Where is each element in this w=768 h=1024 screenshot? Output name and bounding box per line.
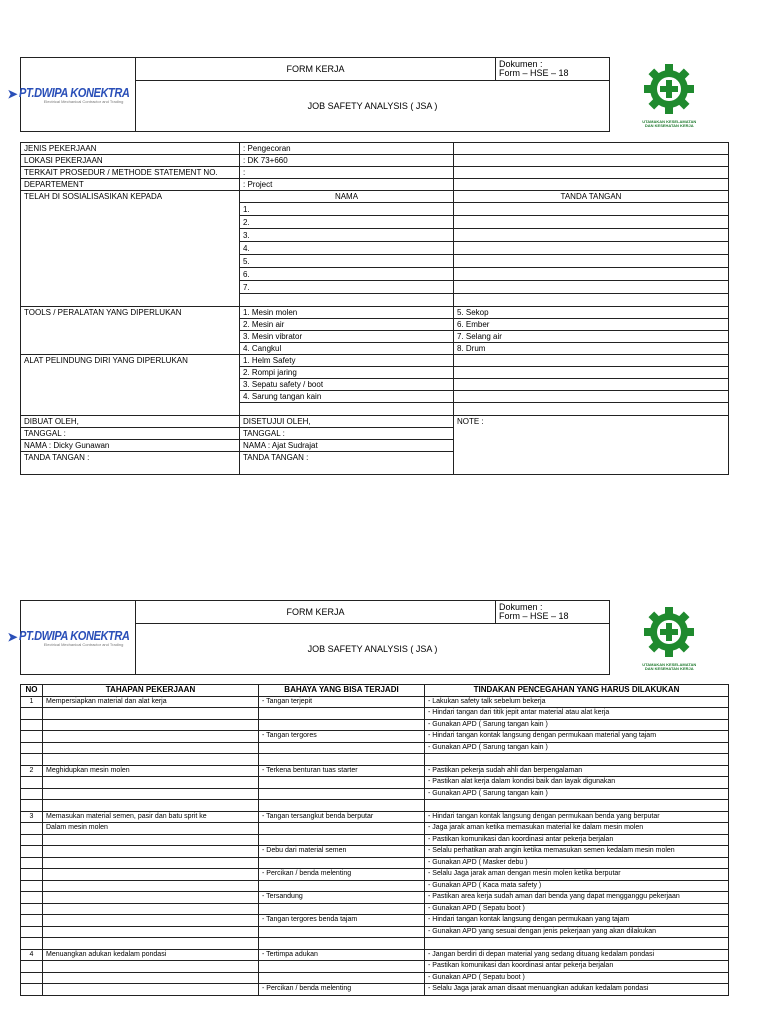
dokumen-label: Dokumen :	[499, 59, 543, 69]
step-tahapan	[43, 742, 259, 754]
step-tahapan	[43, 869, 259, 881]
step-no	[21, 731, 43, 743]
table-row	[21, 708, 729, 720]
step-no	[21, 869, 43, 881]
k3-gear-icon	[641, 61, 697, 117]
step-tahapan	[43, 754, 259, 766]
dibuat-label: DIBUAT OLEH,	[21, 416, 240, 428]
step-tahapan	[43, 961, 259, 973]
step-tindakan: - Lakukan safety talk sebelum bekerja	[425, 696, 729, 708]
name-row: 6.	[240, 268, 454, 281]
name-row: 7.	[240, 281, 454, 294]
step-no	[21, 800, 43, 812]
col-header-bahaya: BAHAYA YANG BISA TERJADI	[259, 685, 425, 697]
tool-item: 3. Mesin vibrator	[240, 331, 454, 343]
table-row	[21, 719, 729, 731]
step-tindakan: - Selalu Jaga jarak aman disaat menuangkan adukan kedalam pondasi	[425, 984, 729, 996]
step-no	[21, 719, 43, 731]
table-row	[21, 696, 729, 708]
k3-caption-2: DAN KESEHATAN KERJA	[644, 123, 694, 128]
logo-arrow-icon: ➤	[7, 630, 18, 644]
step-tahapan	[43, 846, 259, 858]
dept-label: DEPARTEMENT	[21, 179, 240, 191]
table-row	[21, 949, 729, 961]
table-row	[21, 926, 729, 938]
step-bahaya: - Tangan terjepit	[259, 696, 425, 708]
table-row	[21, 892, 729, 904]
step-tahapan	[43, 984, 259, 996]
step-no	[21, 961, 43, 973]
nama-left: NAMA : Dicky Gunawan	[21, 440, 240, 452]
step-no: 1	[21, 696, 43, 708]
step-no: 4	[21, 949, 43, 961]
tool-item: 5. Sekop	[454, 307, 729, 319]
col-header-tindakan: TINDAKAN PENCEGAHAN YANG HARUS DILAKUKAN	[425, 685, 729, 697]
step-tindakan: - Pastikan komunikasi dan koordinasi antar pekerja berjalan	[425, 834, 729, 846]
step-tindakan: - Pastikan area kerja sudah aman dari benda yang dapat mengganggu pekerjaan	[425, 892, 729, 904]
lokasi-value: : DK 73+660	[240, 155, 454, 167]
step-tindakan: - Hindari tangan dari titik jepit antar material atau alat kerja	[425, 708, 729, 720]
k3-caption-2: DAN KESEHATAN KERJA	[644, 666, 694, 671]
step-no	[21, 846, 43, 858]
step-tahapan	[43, 800, 259, 812]
step-tindakan	[425, 938, 729, 950]
table-row	[21, 765, 729, 777]
nama-header: NAMA	[240, 191, 454, 203]
k3-logo	[610, 601, 729, 675]
step-tahapan	[43, 731, 259, 743]
step-tindakan: - Gunakan APD ( Sarung tangan kain )	[425, 719, 729, 731]
tanggal-left: TANGGAL :	[21, 428, 240, 440]
step-bahaya	[259, 800, 425, 812]
dokumen-value: Form – HSE – 18	[499, 68, 569, 78]
step-tindakan: - Pastikan alat kerja dalam kondisi baik dan layak digunakan	[425, 777, 729, 789]
company-logo	[7, 58, 136, 132]
step-tahapan	[43, 972, 259, 984]
step-bahaya: - Tersandung	[259, 892, 425, 904]
name-row: 2.	[240, 216, 454, 229]
job-info-table	[20, 142, 729, 475]
step-no	[21, 754, 43, 766]
step-bahaya	[259, 777, 425, 789]
document-number	[496, 58, 610, 81]
jenis-label: JENIS PEKERJAAN	[21, 143, 240, 155]
company-name: PT.DWIPA KONEKTRA	[18, 627, 130, 643]
step-bahaya	[259, 926, 425, 938]
table-row	[21, 800, 729, 812]
k3-caption-1: UTAMAKAN KESELAMATAN	[642, 662, 697, 667]
step-no: 3	[21, 811, 43, 823]
step-tahapan: Dalam mesin molen	[43, 823, 259, 835]
step-tahapan	[43, 719, 259, 731]
step-no	[21, 892, 43, 904]
step-tindakan: - Selalu perhatikan arah angin ketika memasukan semen kedalam mesin molen	[425, 846, 729, 858]
step-bahaya	[259, 972, 425, 984]
step-tindakan: - Pastikan pekerja sudah ahli dan berpengalaman	[425, 765, 729, 777]
step-tahapan	[43, 892, 259, 904]
table-row	[21, 857, 729, 869]
step-no	[21, 903, 43, 915]
table-row	[21, 811, 729, 823]
k3-logo	[610, 58, 729, 132]
company-logo	[7, 601, 136, 675]
step-bahaya	[259, 708, 425, 720]
step-no	[21, 926, 43, 938]
step-bahaya: - Tangan tergores benda tajam	[259, 915, 425, 927]
step-tindakan	[425, 754, 729, 766]
tool-item: 8. Drum	[454, 343, 729, 355]
table-row	[21, 869, 729, 881]
step-tindakan: - Hindari tangan kontak langsung dengan permukaan yang tajam	[425, 915, 729, 927]
table-row	[21, 731, 729, 743]
sosialisasi-label: TELAH DI SOSIALISASIKAN KEPADA	[21, 191, 240, 307]
tool-item: 6. Ember	[454, 319, 729, 331]
step-tindakan: - Jangan berdiri di depan material yang sedang dituang kedalam pondasi	[425, 949, 729, 961]
step-bahaya	[259, 880, 425, 892]
form-label: FORM KERJA	[136, 58, 496, 81]
table-row	[21, 823, 729, 835]
table-row	[21, 915, 729, 927]
dokumen-value: Form – HSE – 18	[499, 611, 569, 621]
jsa-steps-body	[21, 696, 729, 995]
lokasi-label: LOKASI PEKERJAAN	[21, 155, 240, 167]
table-row	[21, 984, 729, 996]
step-no	[21, 880, 43, 892]
ttd-header: TANDA TANGAN	[454, 191, 729, 203]
table-row	[21, 938, 729, 950]
table-row	[21, 788, 729, 800]
apd-item: 1. Helm Safety	[240, 355, 454, 367]
step-bahaya	[259, 823, 425, 835]
step-no	[21, 742, 43, 754]
company-name: PT.DWIPA KONEKTRA	[18, 84, 130, 100]
step-tindakan: - Gunakan APD ( Sepatu boot )	[425, 903, 729, 915]
step-tindakan: - Pastikan komunikasi dan koordinasi antar pekerja berjalan	[425, 961, 729, 973]
ttd-right: TANDA TANGAN :	[240, 452, 454, 475]
step-bahaya	[259, 857, 425, 869]
step-tindakan: - Gunakan APD ( Masker debu )	[425, 857, 729, 869]
step-bahaya: - Tangan tergores	[259, 731, 425, 743]
step-tahapan	[43, 777, 259, 789]
prosedur-label: TERKAIT PROSEDUR / METHODE STATEMENT NO.	[21, 167, 240, 179]
step-bahaya	[259, 903, 425, 915]
step-no	[21, 984, 43, 996]
step-tindakan: - Gunakan APD ( Sarung tangan kain )	[425, 742, 729, 754]
step-tindakan: - Gunakan APD yang sesuai dengan jenis pekerjaan yang akan dilakukan	[425, 926, 729, 938]
step-tahapan	[43, 834, 259, 846]
apd-label: ALAT PELINDUNG DIRI YANG DIPERLUKAN	[21, 355, 240, 416]
step-no: 2	[21, 765, 43, 777]
logo-arrow-icon: ➤	[7, 87, 18, 101]
document-title: JOB SAFETY ANALYSIS ( JSA )	[136, 81, 610, 132]
apd-item: 2. Rompi jaring	[240, 367, 454, 379]
step-bahaya	[259, 788, 425, 800]
step-no	[21, 938, 43, 950]
step-tindakan: - Selalu Jaga jarak aman dengan mesin molen ketika berputar	[425, 869, 729, 881]
tanggal-right: TANGGAL :	[240, 428, 454, 440]
step-tahapan	[43, 915, 259, 927]
step-bahaya	[259, 961, 425, 973]
step-tahapan: Mempersiapkan material dan alat kerja	[43, 696, 259, 708]
table-row	[21, 972, 729, 984]
tools-label: TOOLS / PERALATAN YANG DIPERLUKAN	[21, 307, 240, 355]
name-row: 5.	[240, 255, 454, 268]
dept-value: : Project	[240, 179, 454, 191]
col-header-tahapan: TAHAPAN PEKERJAAN	[43, 685, 259, 697]
name-row: 1.	[240, 203, 454, 216]
table-row	[21, 742, 729, 754]
k3-gear-icon	[641, 604, 697, 660]
col-header-no: NO	[21, 685, 43, 697]
step-no	[21, 708, 43, 720]
step-tahapan	[43, 938, 259, 950]
tool-item: 1. Mesin molen	[240, 307, 454, 319]
company-subtitle: Electrical Mechanical Contractor and Trading	[43, 98, 124, 104]
step-tahapan: Menuangkan adukan kedalam pondasi	[43, 949, 259, 961]
step-bahaya: - Percikan / benda melenting	[259, 984, 425, 996]
name-row: 4.	[240, 242, 454, 255]
tool-item: 7. Selang air	[454, 331, 729, 343]
step-no	[21, 915, 43, 927]
tool-item: 2. Mesin air	[240, 319, 454, 331]
step-no	[21, 788, 43, 800]
document-number	[496, 601, 610, 624]
step-bahaya: - Percikan / benda melenting	[259, 869, 425, 881]
step-no	[21, 777, 43, 789]
step-tahapan	[43, 903, 259, 915]
step-tindakan: - Hindari tangan kontak langsung dengan permukaan benda yang berputar	[425, 811, 729, 823]
table-row	[21, 903, 729, 915]
step-bahaya	[259, 719, 425, 731]
table-row	[21, 961, 729, 973]
table-row	[21, 754, 729, 766]
k3-caption-1: UTAMAKAN KESELAMATAN	[642, 119, 697, 124]
step-tahapan	[43, 708, 259, 720]
step-bahaya	[259, 742, 425, 754]
step-no	[21, 823, 43, 835]
step-tindakan: - Gunakan APD ( Kaca mata safety )	[425, 880, 729, 892]
step-tahapan	[43, 788, 259, 800]
step-no	[21, 834, 43, 846]
step-tindakan: - Hindari tangan kontak langsung dengan permukaan material yang tajam	[425, 731, 729, 743]
name-row: 3.	[240, 229, 454, 242]
step-bahaya: - Terkena benturan tuas starter	[259, 765, 425, 777]
step-tindakan: - Jaga jarak aman ketika memasukan material ke dalam mesin molen	[425, 823, 729, 835]
step-tahapan	[43, 857, 259, 869]
dokumen-label: Dokumen :	[499, 602, 543, 612]
document-title: JOB SAFETY ANALYSIS ( JSA )	[136, 624, 610, 675]
table-row	[21, 880, 729, 892]
step-tindakan: - Gunakan APD ( Sarung tangan kain )	[425, 788, 729, 800]
step-tahapan	[43, 880, 259, 892]
form-label: FORM KERJA	[136, 601, 496, 624]
step-bahaya: - Debu dari material semen	[259, 846, 425, 858]
step-tahapan	[43, 926, 259, 938]
jsa-steps-table	[20, 684, 729, 996]
step-bahaya	[259, 834, 425, 846]
table-row	[21, 777, 729, 789]
document-header	[7, 57, 729, 132]
disetujui-label: DISETUJUI OLEH,	[240, 416, 454, 428]
step-tahapan: Meghidupkan mesin molen	[43, 765, 259, 777]
step-tindakan	[425, 800, 729, 812]
apd-item: 3. Sepatu safety / boot	[240, 379, 454, 391]
step-bahaya: - Tangan tersangkut benda berputar	[259, 811, 425, 823]
prosedur-value: :	[240, 167, 454, 179]
table-row	[21, 846, 729, 858]
table-row	[21, 834, 729, 846]
nama-right: NAMA : Ajat Sudrajat	[240, 440, 454, 452]
step-bahaya	[259, 938, 425, 950]
step-bahaya	[259, 754, 425, 766]
ttd-left: TANDA TANGAN :	[21, 452, 240, 475]
note-label: NOTE :	[454, 416, 729, 475]
step-no	[21, 972, 43, 984]
tool-item: 4. Cangkul	[240, 343, 454, 355]
step-no	[21, 857, 43, 869]
step-tahapan: Memasukan material semen, pasir dan batu sprit ke	[43, 811, 259, 823]
jenis-value: : Pengecoran	[240, 143, 454, 155]
apd-item: 4. Sarung tangan kain	[240, 391, 454, 403]
step-bahaya: - Tertimpa adukan	[259, 949, 425, 961]
step-tindakan: - Gunakan APD ( Sepatu boot )	[425, 972, 729, 984]
company-subtitle: Electrical Mechanical Contractor and Trading	[43, 641, 124, 647]
document-header-2	[7, 600, 729, 675]
